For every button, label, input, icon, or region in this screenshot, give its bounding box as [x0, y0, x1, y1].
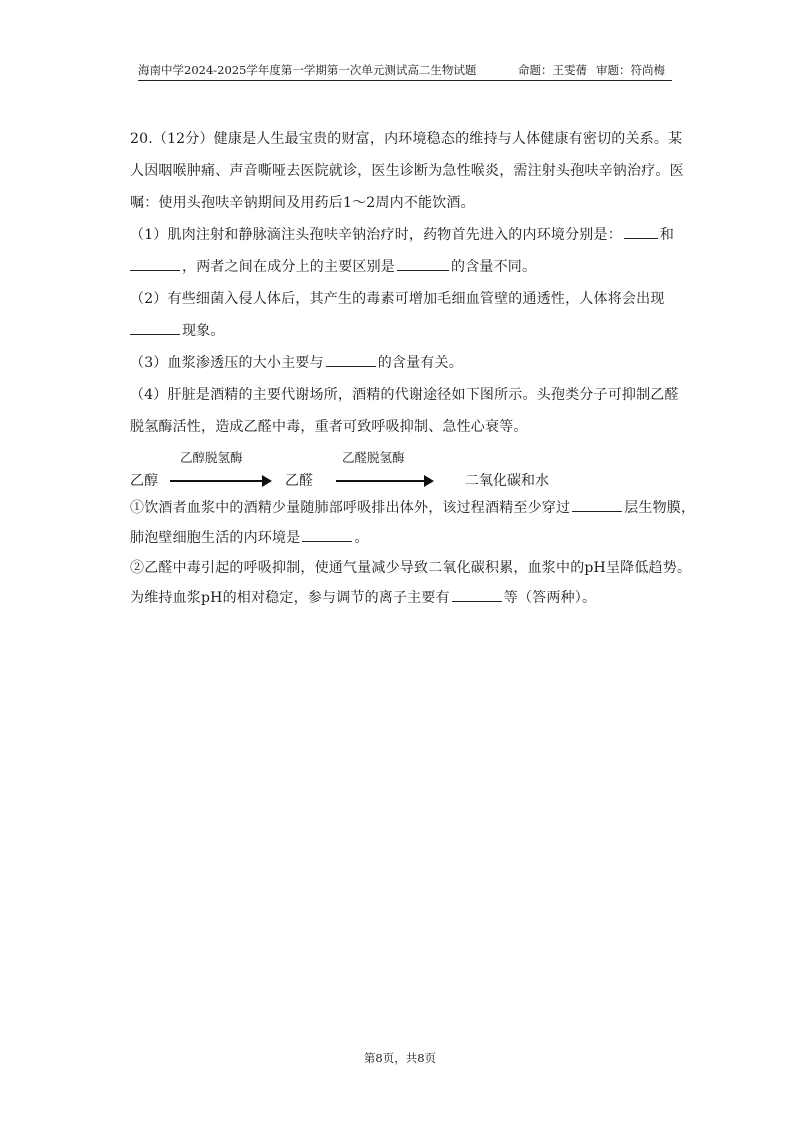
sub-question-1-line-1: [130, 224, 674, 244]
intro-line-2: 人因咽喉肿痛、声音嘶哑去医院就诊，医生诊断为急性喉炎，需注射头孢呋辛钠治疗。医: [130, 163, 684, 179]
answer-blank-6[interactable]: [572, 497, 622, 512]
setter-credit: 命题：王雯蒨: [518, 63, 587, 77]
sub2-text-b: 为维持血浆pH的相对稳定，参与调节的离子主要有: [130, 590, 450, 606]
page-header: [138, 60, 672, 81]
part-1-line-2: [130, 527, 369, 547]
pathway-node-co2-water: 二氧化碳和水: [465, 473, 549, 489]
answer-blank-1[interactable]: [624, 224, 658, 239]
sub-question-1-line-2: [130, 256, 536, 276]
right-arrow-icon: [336, 480, 432, 482]
q1-text-d: 的含量不同。: [451, 259, 537, 275]
answer-blank-3[interactable]: [397, 256, 449, 271]
sub-question-3: [130, 352, 463, 372]
answer-blank-5[interactable]: [326, 352, 376, 367]
q3-text-b: 的含量有关。: [377, 355, 463, 371]
sub-question-2-line-1: （2）有些细菌入侵人体后，其产生的毒素可增加毛细血管壁的通透性，人体将会出现: [130, 291, 665, 307]
intro-line-1: 20.（12分）健康是人生最宝贵的财富，内环境稳态的维持与人体健康有密切的关系。某: [130, 131, 683, 147]
reviewer-credit: 审题：符尚梅: [596, 63, 665, 77]
intro-line-3: 嘱：使用头孢呋辛钠期间及用药后1～2周内不能饮酒。: [130, 195, 475, 211]
sub1-text-a: ①饮酒者血浆中的酒精少量随肺部呼吸排出体外，该过程酒精至少穿过: [130, 500, 571, 516]
sub-question-4-line-2: 脱氢酶活性，造成乙醛中毒，重者可致呼吸抑制、急性心衰等。: [130, 419, 528, 435]
enzyme-label-2: 乙醛脱氢酶: [342, 450, 405, 465]
sub1-text-d: 。: [354, 530, 369, 546]
answer-blank-4[interactable]: [130, 320, 180, 335]
page-number: 第8页，共8页: [363, 1051, 437, 1065]
right-arrow-icon: [170, 480, 270, 482]
part-1-line-1: [130, 497, 695, 517]
sub-question-2-line-2: [130, 320, 225, 340]
part-2-line-2: [130, 587, 596, 607]
part-2-line-1: ②乙醛中毒引起的呼吸抑制，使通气量减少导致二氧化碳积累，血浆中的pH呈降低趋势。: [130, 560, 692, 576]
q1-text-b: 和: [659, 227, 675, 243]
pathway-node-acetaldehyde: 乙醛: [285, 473, 313, 489]
sub1-text-b: 层生物膜，: [624, 500, 696, 516]
sub1-text-c: 肺泡壁细胞生活的内环境是: [130, 530, 301, 546]
pathway-node-ethanol: 乙醇: [130, 473, 158, 489]
answer-blank-8[interactable]: [452, 587, 502, 602]
answer-blank-7[interactable]: [302, 527, 352, 542]
answer-blank-2[interactable]: [130, 256, 180, 271]
q2-text-b: 现象。: [182, 323, 225, 339]
q3-text-a: （3）血浆渗透压的大小主要与: [130, 355, 324, 371]
q1-text-a: （1）肌肉注射和静脉滴注头孢呋辛钠治疗时，药物首先进入的内环境分别是：: [130, 227, 622, 243]
exam-title: 海南中学2024-2025学年度第一学期第一次单元测试高二生物试题: [138, 63, 477, 77]
q1-text-c: ，两者之间在成分上的主要区别是: [182, 259, 395, 275]
enzyme-label-1: 乙醇脱氢酶: [180, 450, 243, 465]
sub2-text-c: 等（答两种）。: [503, 590, 597, 606]
sub-question-4-line-1: （4）肝脏是酒精的主要代谢场所，酒精的代谢途径如下图所示。头孢类分子可抑制乙醛: [130, 387, 679, 403]
